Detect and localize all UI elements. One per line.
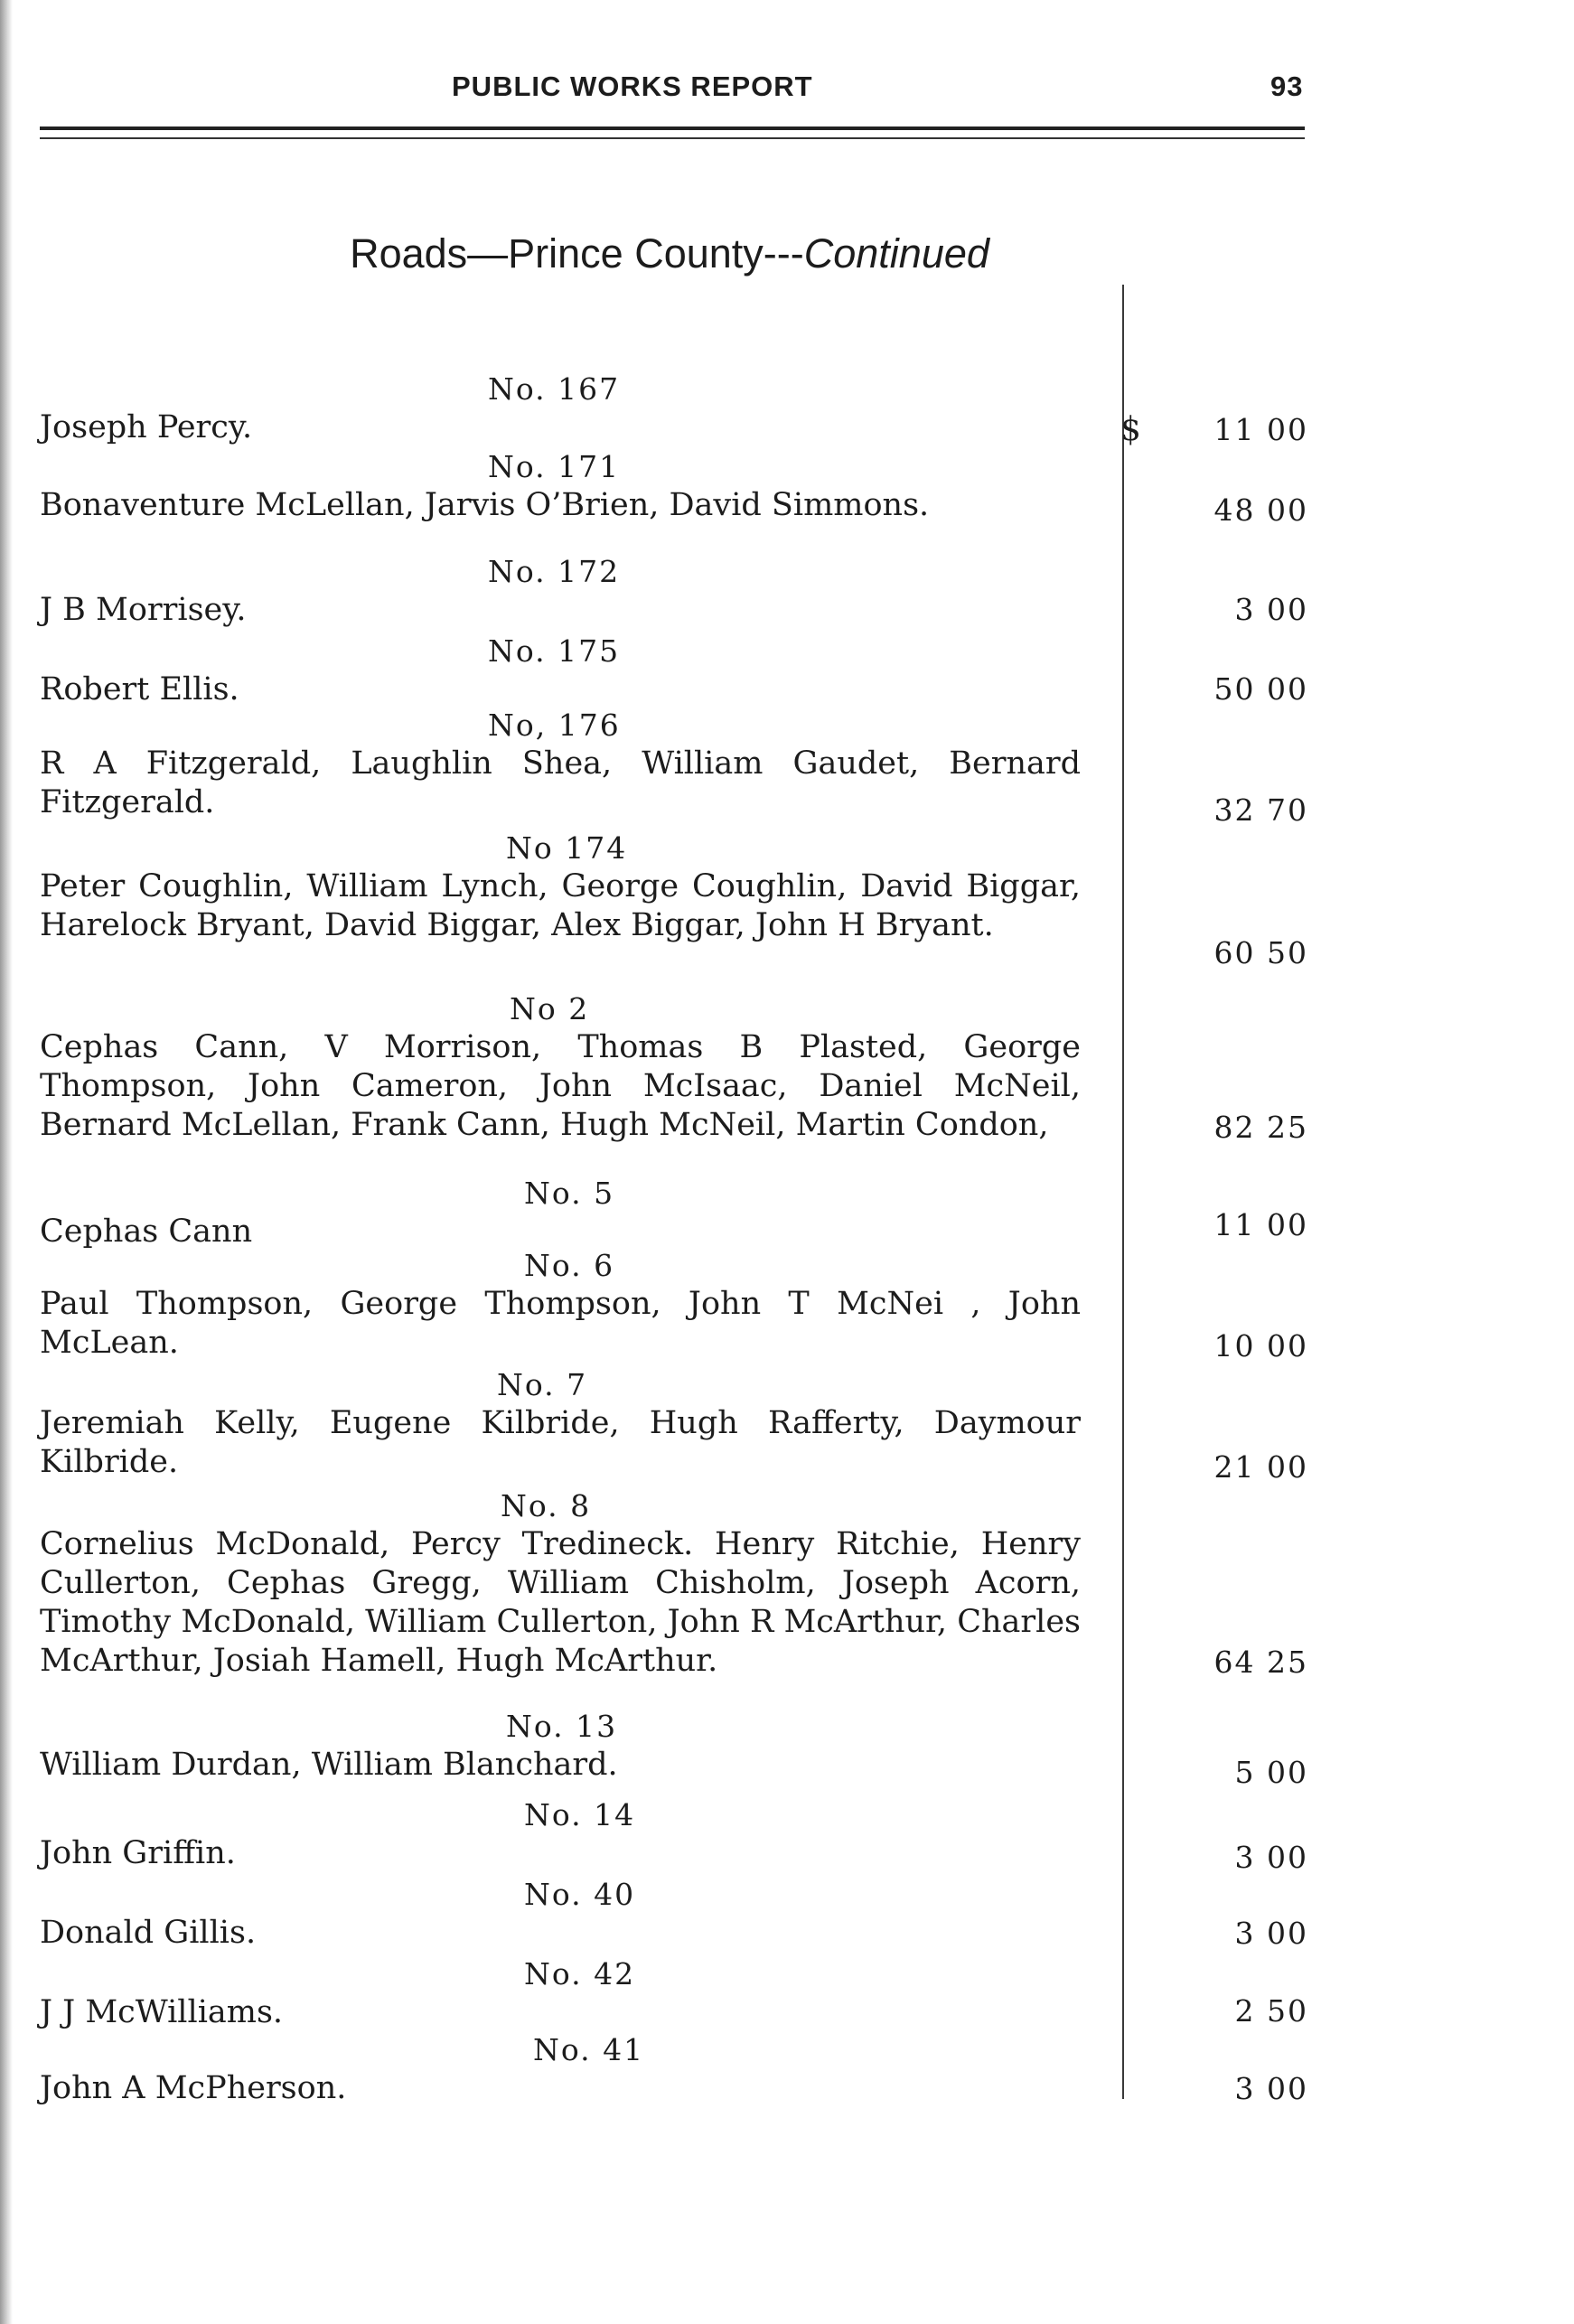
- road-entry: [40, 553, 1081, 630]
- amount: 50 00: [1213, 671, 1308, 707]
- header-rule-thin: [40, 137, 1305, 139]
- workers-list: Donald Gillis.: [40, 1915, 257, 1951]
- road-number: No. 171: [488, 449, 621, 484]
- workers-list: J B Morrisey.: [40, 592, 247, 628]
- page-edge-shadow: [0, 0, 13, 2324]
- road-entry: [40, 370, 1081, 447]
- workers-list: Paul Thompson, George Thompson, John T McNei , John McLean.: [40, 1286, 1081, 1361]
- amount: 32 70: [1213, 792, 1308, 828]
- running-title: PUBLIC WORKS REPORT: [452, 70, 813, 102]
- amount: 82 25: [1213, 1110, 1308, 1145]
- road-entry: [40, 448, 1081, 525]
- road-entry: [40, 1955, 1081, 2032]
- workers-list: J J McWilliams.: [40, 1994, 284, 2030]
- road-number: No. 13: [506, 1709, 618, 1744]
- road-entry: [40, 1366, 1081, 1482]
- amount: 3 00: [1234, 1840, 1308, 1875]
- road-entry: [40, 1175, 1081, 1251]
- amount: 3 00: [1234, 2071, 1308, 2106]
- road-number: No 174: [506, 830, 628, 866]
- workers-list: Robert Ellis.: [40, 671, 239, 708]
- amount: 3 00: [1234, 1916, 1308, 1951]
- road-number: No. 14: [524, 1797, 636, 1832]
- section-title-main: Roads—Prince County---: [350, 230, 804, 276]
- amount: 2 50: [1234, 1993, 1308, 2029]
- running-header: [0, 70, 1574, 107]
- amount: 11 00: [1213, 1207, 1308, 1242]
- workers-list: Cephas Cann, V Morrison, Thomas B Plasted, George Thompson, John Cameron, John McIsaac, Daniel McNeil, Bernard McLellan, Frank Cann, Hugh McNeil, Martin Condon,: [40, 1029, 1081, 1143]
- workers-list: Cephas Cann: [40, 1214, 253, 1250]
- road-number: No. 41: [533, 2032, 645, 2067]
- road-number: No. 8: [501, 1488, 592, 1523]
- header-rule-thick: [40, 127, 1305, 130]
- road-entry: [40, 633, 1081, 709]
- road-entry: [40, 1796, 1081, 1873]
- road-entry: [40, 829, 1081, 945]
- workers-list: Peter Coughlin, William Lynch, George Coughlin, David Biggar, Harelock Bryant, David Biggar, Alex Biggar, John H Bryant.: [40, 868, 1081, 943]
- road-entry: [40, 1247, 1081, 1363]
- amount: 10 00: [1213, 1328, 1308, 1363]
- workers-list: John A McPherson.: [40, 2070, 347, 2106]
- road-number: No. 167: [488, 371, 621, 407]
- amount: 21 00: [1213, 1449, 1308, 1485]
- workers-list: Jeremiah Kelly, Eugene Kilbride, Hugh Rafferty, Daymour Kilbride.: [40, 1405, 1081, 1480]
- amount: 60 50: [1213, 935, 1308, 970]
- workers-list: Bonaventure McLellan, Jarvis O’Brien, David Simmons.: [40, 487, 930, 523]
- section-title-continued: Continued: [803, 230, 989, 276]
- amount: 5 00: [1234, 1755, 1308, 1790]
- road-number: No. 42: [524, 1956, 636, 1991]
- page-number: 93: [1270, 70, 1304, 102]
- road-entry: [40, 2031, 1081, 2108]
- amount: 64 25: [1213, 1645, 1308, 1680]
- road-number: No. 175: [488, 633, 621, 669]
- amount: 11 00: [1213, 412, 1308, 447]
- road-number: No 2: [510, 991, 590, 1026]
- road-entry: [40, 990, 1081, 1145]
- amount: 48 00: [1213, 492, 1308, 528]
- workers-list: R A Fitzgerald, Laughlin Shea, William Gaudet, Bernard Fitzgerald.: [40, 745, 1081, 820]
- road-number: No. 7: [497, 1367, 588, 1402]
- section-title: [0, 230, 1339, 277]
- road-entry: [40, 1487, 1081, 1681]
- road-entry: [40, 707, 1081, 822]
- road-number: No. 5: [524, 1176, 615, 1211]
- road-number: No. 6: [524, 1248, 615, 1283]
- amount: 3 00: [1234, 592, 1308, 627]
- workers-list: William Durdan, William Blanchard.: [40, 1747, 618, 1783]
- workers-list: Joseph Percy.: [40, 409, 253, 445]
- workers-list: John Griffin.: [40, 1835, 236, 1871]
- road-number: No, 176: [488, 708, 621, 743]
- road-number: No. 40: [524, 1877, 636, 1912]
- road-entry: [40, 1708, 1081, 1785]
- road-number: No. 172: [488, 554, 621, 589]
- currency-symbol: $: [1120, 411, 1141, 448]
- workers-list: Cornelius McDonald, Percy Tredineck. Henry Ritchie, Henry Cullerton, Cephas Gregg, William Chisholm, Joseph Acorn, Timothy McDonald, William Cullerton, John R McArthur, Charles McArthur, Josiah Hamell, Hugh McArthur.: [40, 1526, 1081, 1679]
- road-entry: [40, 1876, 1081, 1953]
